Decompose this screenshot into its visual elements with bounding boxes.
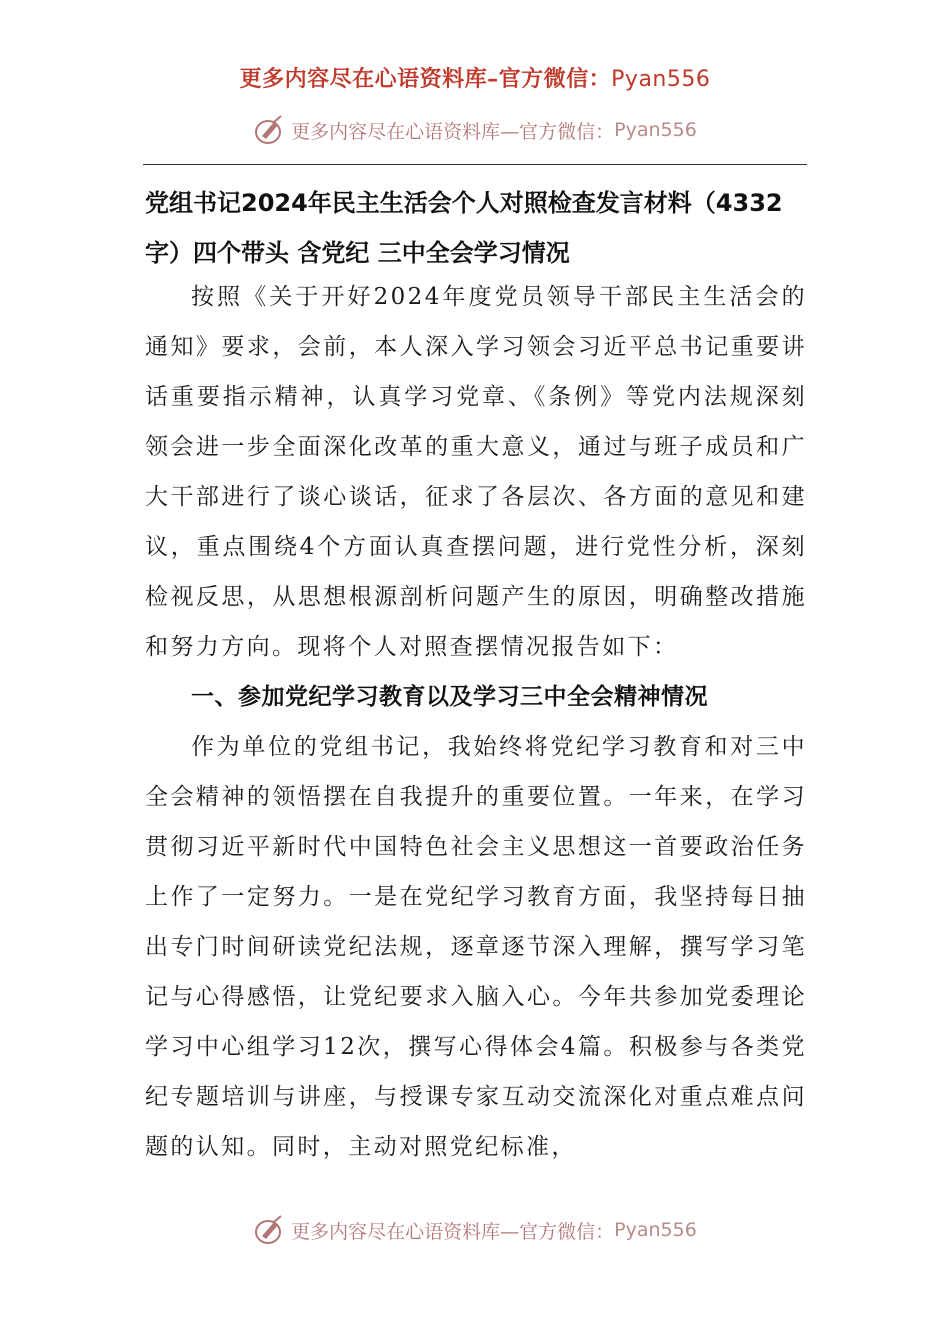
header-divider: [143, 164, 807, 165]
top-banner: [0, 62, 950, 93]
pen-seal-icon: [253, 113, 287, 147]
watermark-wechat-id: Pyan556: [614, 119, 697, 141]
banner-wechat-id: Pyan556: [611, 67, 711, 92]
watermark-text: 更多内容尽在心语资料库—官方微信：: [291, 1220, 615, 1243]
watermark-wechat-id: Pyan556: [614, 1219, 697, 1241]
section-heading-1: 一、参加党纪学习教育以及学习三中全会精神情况: [191, 684, 708, 710]
watermark-top: [0, 110, 950, 150]
intro-paragraph: 按照《关于开好2024年度党员领导干部民主生活会的通知》要求，会前，本人深入学习领会习近平总书记重要讲话重要指示精神，认真学习党章、《条例》等党内法规深刻领会进一步全面深化改革的重大意义，通过与班子成员和广大干部进行了谈心谈话，征求了各层次、各方面的意见和建议，重点围绕4个方面认真查摆问题，进行党性分析，深刻检视反思，从思想根源剖析问题产生的原因，明确整改措施和努力方向。现将个人对照查摆情况报告如下：: [145, 284, 807, 660]
watermark-bottom: [0, 1210, 950, 1250]
document-body: [145, 272, 807, 1172]
document-title: 党组书记2024年民主生活会个人对照检查发言材料（4332字）四个带头 含党纪 三中全会学习情况: [145, 189, 783, 267]
watermark-text: 更多内容尽在心语资料库—官方微信：: [291, 120, 615, 143]
banner-text: 更多内容尽在心语资料库–官方微信：: [239, 66, 612, 92]
section-1-paragraph: 作为单位的党组书记，我始终将党纪学习教育和对三中全会精神的领悟摆在自我提升的重要位置。一年来，在学习贯彻习近平新时代中国特色社会主义思想这一首要政治任务上作了一定努力。一是在党纪学习教育方面，我坚持每日抽出专门时间研读党纪法规，逐章逐节深入理解，撰写学习笔记与心得感悟，让党纪要求入脑入心。今年共参加党委理论学习中心组学习12次，撰写心得体会4篇。积极参与各类党纪专题培训与讲座，与授课专家互动交流深化对重点难点问题的认知。同时，主动对照党纪标准，: [145, 734, 807, 1160]
pen-seal-icon: [253, 1213, 287, 1247]
